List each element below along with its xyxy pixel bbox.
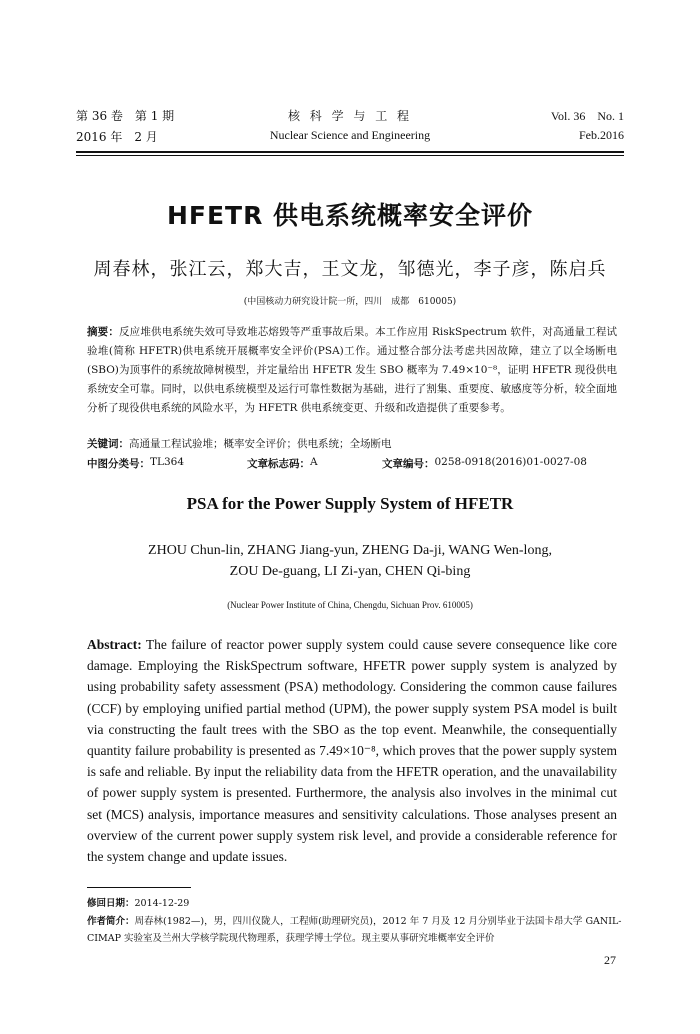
article-value: 0258-0918(2016)01-0027-08 xyxy=(434,456,587,468)
clc-value: TL364 xyxy=(150,456,185,468)
affiliation-cn: (中国核动力研究设计院一所，四川 成都 610005) xyxy=(243,297,457,307)
authors-en-line-2: ZOU De-guang, LI Zi-yan, CHEN Qi-bing xyxy=(229,564,471,579)
abstract-cn-text: 反应堆供电系统失效可导致堆芯熔毁等严重事故后果。本工作应用 RiskSpectrum 软件，对高通量工程试验堆(简称 HFETR)供电系统开展概率安全评价(PSA)工作。通过整合部分法考虑共因故障，建立了以全场断电(SBO)为顶事件的系统故障树模型，并定量给出 HFETR 发生 SBO 概率为 7.49×10⁻⁸，证明 HFETR 现役供电系统安全可靠。同时，以供电系统模型及运行可靠性数据为基础，进行了割集、重要度、敏感度等分析，较全面地分析了现役供电系统的风险水平，为 HFETR 供电系统变更、升级和改造提供了重要参考。 xyxy=(87,326,618,414)
doc-label: 文章标志码： xyxy=(247,458,310,470)
doc-value: A xyxy=(310,456,318,468)
authors-cn: 周春林，张江云，郑大吉，王文龙，邹德光，李子彦，陈启兵 xyxy=(93,259,607,280)
keywords-cn-label: 关键词： xyxy=(87,438,129,450)
footnote-author-bio xyxy=(87,913,627,947)
clc-number xyxy=(87,456,185,471)
article-label: 文章编号： xyxy=(382,458,435,470)
authors-en-line-1: ZHOU Chun-lin, ZHANG Jiang-yun, ZHENG Da-ji, WANG Wen-long, xyxy=(148,543,552,558)
paper-title-cn: HFETR 供电系统概率安全评价 xyxy=(166,201,534,230)
received-label: 修回日期： xyxy=(87,898,135,909)
keywords-cn-text: 高通量工程试验堆；概率安全评价；供电系统；全场断电 xyxy=(129,438,392,450)
received-value: 2014-12-29 xyxy=(134,898,190,909)
clc-label: 中图分类号： xyxy=(87,458,150,470)
footnote-received xyxy=(87,895,627,912)
abstract-en-label: Abstract: xyxy=(87,637,142,652)
header-date-cn: 2016 年 2 月 xyxy=(76,130,158,144)
running-header xyxy=(76,107,624,149)
bio-label: 作者简介： xyxy=(87,916,135,927)
paper-title-en: PSA for the Power Supply System of HFETR xyxy=(186,494,514,513)
document-code xyxy=(247,456,318,471)
abstract-en-text: The failure of reactor power supply system could cause severe consequence like core damage. Employing the RiskSpectrum software, HFETR power supply system is analyzed by using probability safety assessment (PSA) methodology. Considering the common cause failures (CCF) by employing unified partial method (UPM), the power supply system PSA model is built via constructing the fault trees with the SBO as the top event. Meanwhile, the consequentially quantity failure probability is presented as 7.49×10⁻⁸, which proves that the power supply system is safe and reliable. By input the reliability data from the HFETR operation, and the unavailability of power supply system is presented. Furthermore, the analysis also involves in the minimal cut set (MCS) analysis, importance measures and sensitivity calculations. Those analyses present an overview of the current power supply system risk level, and provide a considerable reference for the system change and update issues. xyxy=(87,637,617,865)
header-volume-cn: 第 36 卷 第 1 期 xyxy=(76,109,175,123)
abstract-cn xyxy=(87,323,617,418)
bio-value: 周春林(1982—)，男，四川仪陇人，工程师(助理研究员)，2012 年 7 月及 12 月分别毕业于法国卡昂大学 GANIL-CIMAP 实验室及兰州大学核学院现代物理系，获理学博士学位。现主要从事研究堆概率安全评价 xyxy=(87,916,622,944)
article-number xyxy=(382,456,587,471)
header-journal-cn: 核 科 学 与 工 程 xyxy=(287,109,413,123)
header-journal-en: Nuclear Science and Engineering xyxy=(269,128,431,142)
header-rule-thin xyxy=(76,155,624,156)
header-volume-en: Vol. 36 No. 1 xyxy=(550,109,624,123)
authors-en xyxy=(0,540,700,582)
abstract-en xyxy=(87,634,617,867)
header-date-en: Feb.2016 xyxy=(579,128,624,142)
classification-row xyxy=(87,456,617,472)
footnote-rule xyxy=(87,887,191,888)
header-rule-thick xyxy=(76,151,624,153)
affiliation-en: (Nuclear Power Institute of China, Chengdu, Sichuan Prov. 610005) xyxy=(227,600,473,610)
page-number: 27 xyxy=(604,953,616,967)
abstract-cn-label: 摘要： xyxy=(87,326,120,338)
keywords-cn xyxy=(87,436,617,451)
